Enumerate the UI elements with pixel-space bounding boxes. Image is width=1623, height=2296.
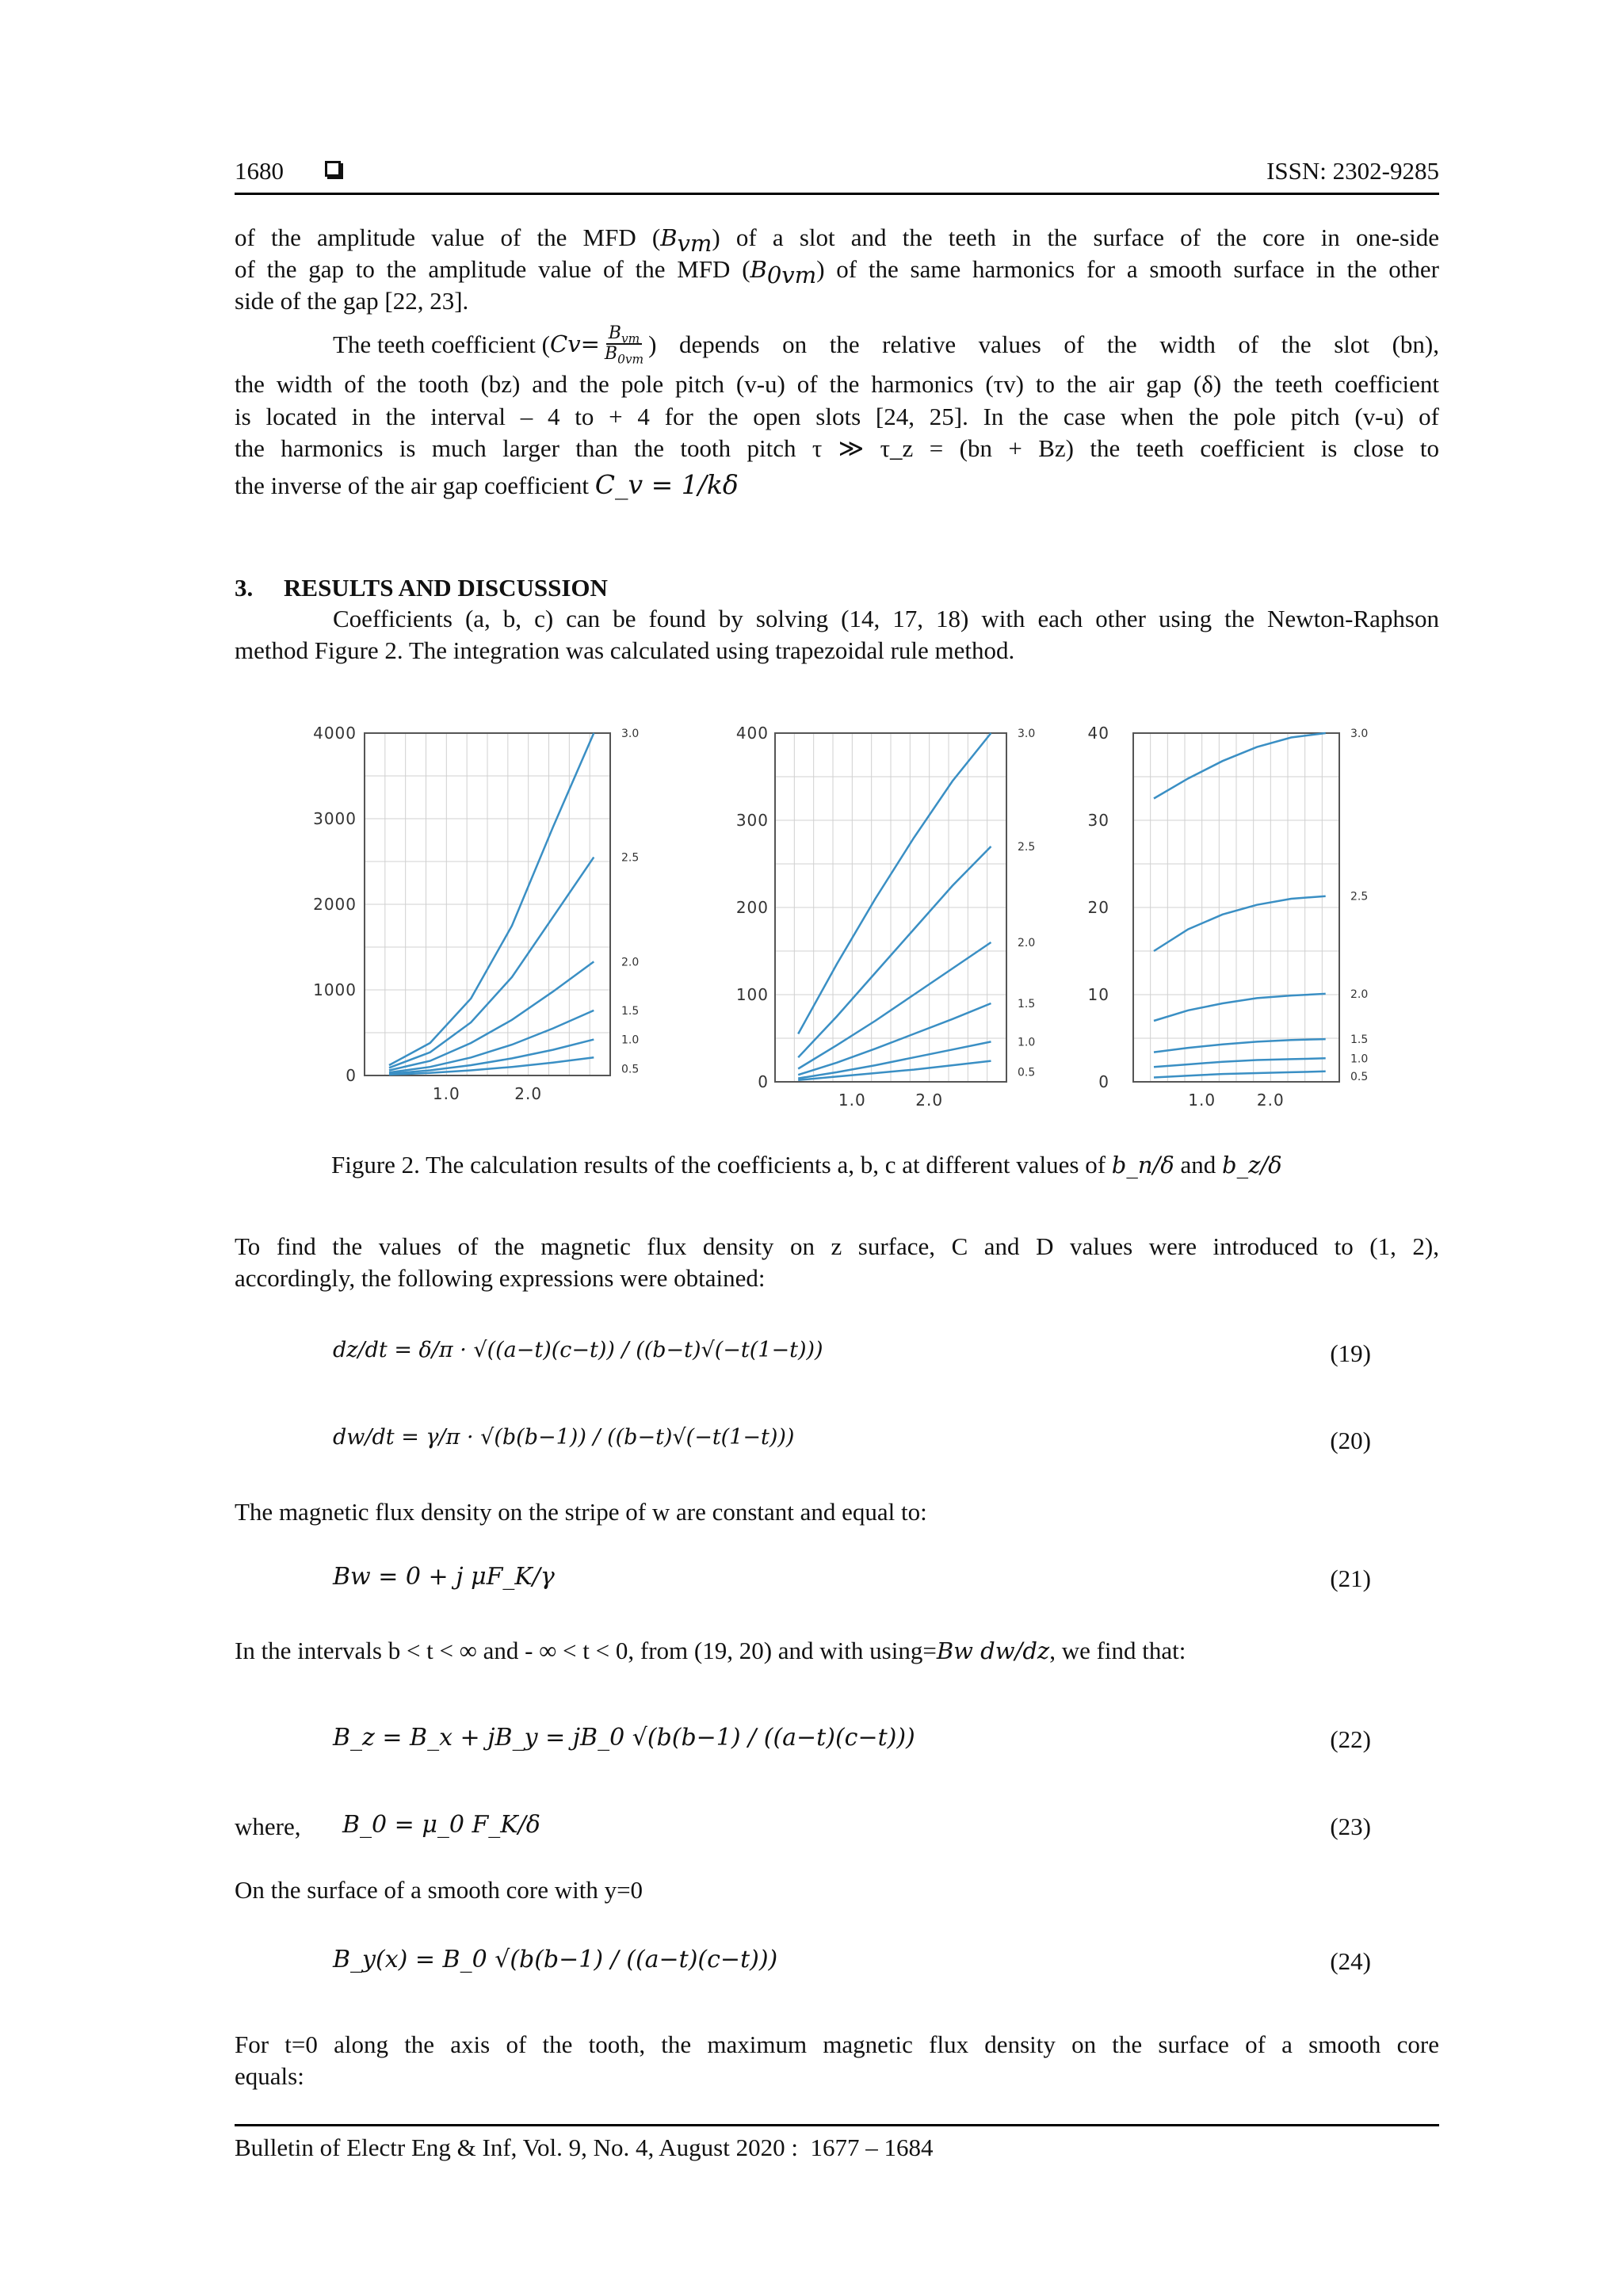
series-label: 0.5 (621, 1063, 640, 1076)
equation-23: B_0 = μ_0 F_K/δ (23) (342, 1811, 1371, 1840)
paragraph-line: method Figure 2. The integration was calculated using trapezoidal rule method. (235, 636, 1015, 664)
series-label: 2.5 (1018, 841, 1036, 854)
x-tick-label: 2.0 (1256, 1091, 1285, 1110)
series-label: 0.5 (1350, 1071, 1369, 1083)
paragraph-line: accordingly, the following expressions were obtained: (235, 1264, 766, 1292)
series-line (798, 733, 991, 1034)
where-label: where, (235, 1813, 301, 1840)
x-tick-label: 2.0 (915, 1091, 944, 1110)
y-tick-label: 0 (758, 1072, 769, 1091)
series-line (1154, 896, 1326, 951)
series-line (1154, 1072, 1326, 1078)
paragraph-line: In the intervals b < t < ∞ and - ∞ < t < 0, from (19, 20) and with using=Bw dw/dz, we find that: (235, 1637, 1186, 1664)
series-label: 1.5 (621, 1004, 640, 1018)
issn: ISSN: 2302-9285 (1266, 157, 1439, 185)
section-heading: 3. RESULTS AND DISCUSSION (235, 574, 608, 602)
equation-19: dz/dt = δ/π · √((a−t)(c−t)) / ((b−t)√(−t(1−t))) (19) (333, 1338, 1371, 1367)
paragraph-line: The teeth coefficient ( C v = $\frac{B_{vm}}{B_{0vm}}$ ) depends on the relative values of the width of the slot (bn), (333, 323, 1439, 367)
series-line (389, 961, 594, 1070)
chart-c (1062, 717, 1419, 1117)
paragraph-line: The magnetic flux density on the stripe of w are constant and equal to: (235, 1498, 927, 1526)
paragraph-line: On the surface of a smooth core with y=0 (235, 1876, 643, 1904)
paragraph-line: equals: (235, 2062, 304, 2090)
series-line (389, 733, 594, 1065)
series-label: 3.0 (1018, 728, 1036, 740)
chart-a (277, 717, 658, 1117)
equation-20: dw/dt = γ/π · √(b(b−1)) / ((b−t)√(−t(1−t))) (20) (333, 1425, 1371, 1454)
chart-b (689, 717, 1054, 1117)
series-line (798, 942, 991, 1069)
paragraph-line: the harmonics is much larger than the tooth pitch τ ≫ τ_z = (bn + Bz) the teeth coefficient is close to (235, 434, 1439, 462)
x-tick-label: 1.0 (432, 1084, 460, 1103)
y-tick-label: 2000 (313, 895, 357, 914)
header-rule (235, 193, 1439, 195)
x-tick-label: 1.0 (1188, 1091, 1216, 1110)
y-tick-label: 30 (1087, 811, 1109, 830)
series-label: 0.5 (1018, 1066, 1036, 1079)
y-tick-label: 400 (735, 724, 769, 743)
page-number: 1680 (235, 157, 284, 185)
y-tick-label: 40 (1087, 724, 1109, 743)
series-label: 1.0 (621, 1033, 640, 1047)
y-tick-label: 20 (1087, 898, 1109, 917)
series-label: 1.5 (1018, 998, 1036, 1010)
series-label: 3.0 (621, 728, 640, 740)
series-label: 1.5 (1350, 1033, 1369, 1047)
paragraph-line: the width of the tooth (bz) and the pole pitch (v-u) of the harmonics (τv) to the air gap (δ) the teeth coefficient (235, 370, 1439, 398)
series-label: 2.0 (1018, 937, 1036, 949)
series-label: 1.0 (1018, 1036, 1036, 1049)
series-line (1154, 733, 1326, 799)
paragraph-line: of the gap to the amplitude value of the MFD $(B_{0vm})$ of the same harmonics for a smooth surface in the other (235, 255, 1439, 289)
footer-rule (235, 2124, 1439, 2126)
equation-21: Bw = 0 + j μF_K/γ (21) (333, 1563, 1371, 1592)
x-tick-label: 2.0 (514, 1084, 543, 1103)
y-tick-label: 0 (1098, 1072, 1109, 1091)
y-tick-label: 3000 (313, 809, 357, 828)
paragraph-line: of the amplitude value of the MFD $(B_{vm})$ of a slot and the teeth in the surface of the core in one-side (235, 223, 1439, 258)
series-line (1154, 1058, 1326, 1067)
paragraph-line: is located in the interval – 4 to + 4 for the open slots [24, 25]. In the case when the pole pitch (v-u) of (235, 403, 1439, 430)
series-label: 2.0 (1350, 988, 1369, 1001)
paragraph-line: side of the gap [22, 23]. (235, 287, 469, 315)
series-label: 2.5 (1350, 890, 1369, 904)
paragraph-line: To find the values of the magnetic flux density on z surface, C and D values were introduced to (1, 2), (235, 1232, 1439, 1260)
y-tick-label: 100 (735, 985, 769, 1004)
paragraph-line: the inverse of the air gap coefficient C_v = 1/kδ (235, 469, 739, 500)
series-line (798, 846, 991, 1057)
teeth-coefficient-fraction: $\frac{B_{vm}}{B_{0vm}}$ (604, 323, 644, 367)
equation-22: B_z = B_x + jB_y = jB_0 √(b(b−1) / ((a−t)(c−t))) (22) (333, 1724, 1371, 1753)
series-label: 2.0 (621, 956, 640, 969)
equation-24: B_y(x) = B_0 √(b(b−1) / ((a−t)(c−t))) (24) (333, 1946, 1371, 1975)
x-tick-label: 1.0 (838, 1091, 866, 1110)
series-label: 1.0 (1350, 1052, 1369, 1066)
y-tick-label: 4000 (313, 724, 357, 743)
series-label: 3.0 (1350, 728, 1369, 740)
y-tick-label: 300 (735, 811, 769, 830)
series-line (798, 1061, 991, 1080)
series-line (798, 1041, 991, 1078)
y-tick-label: 1000 (313, 980, 357, 999)
series-line (1154, 994, 1326, 1021)
footer-citation: Bulletin of Electr Eng & Inf, Vol. 9, No. 4, August 2020 : 1677 – 1684 (235, 2134, 934, 2161)
y-tick-label: 10 (1087, 985, 1109, 1004)
square-bullet-icon (325, 161, 341, 177)
series-line (1154, 1039, 1326, 1052)
paragraph-line: For t=0 along the axis of the tooth, the maximum magnetic flux density on the surface of a smooth core (235, 2030, 1439, 2058)
figure-caption: Figure 2. The calculation results of the coefficients a, b, c at different values of b_n/δ and b_z/δ (331, 1151, 1282, 1179)
y-tick-label: 0 (346, 1066, 357, 1085)
y-tick-label: 200 (735, 898, 769, 917)
paragraph-line: Coefficients (a, b, c) can be found by solving (14, 17, 18) with each other using the Newton-Raphson (333, 605, 1439, 632)
series-label: 2.5 (621, 851, 640, 865)
